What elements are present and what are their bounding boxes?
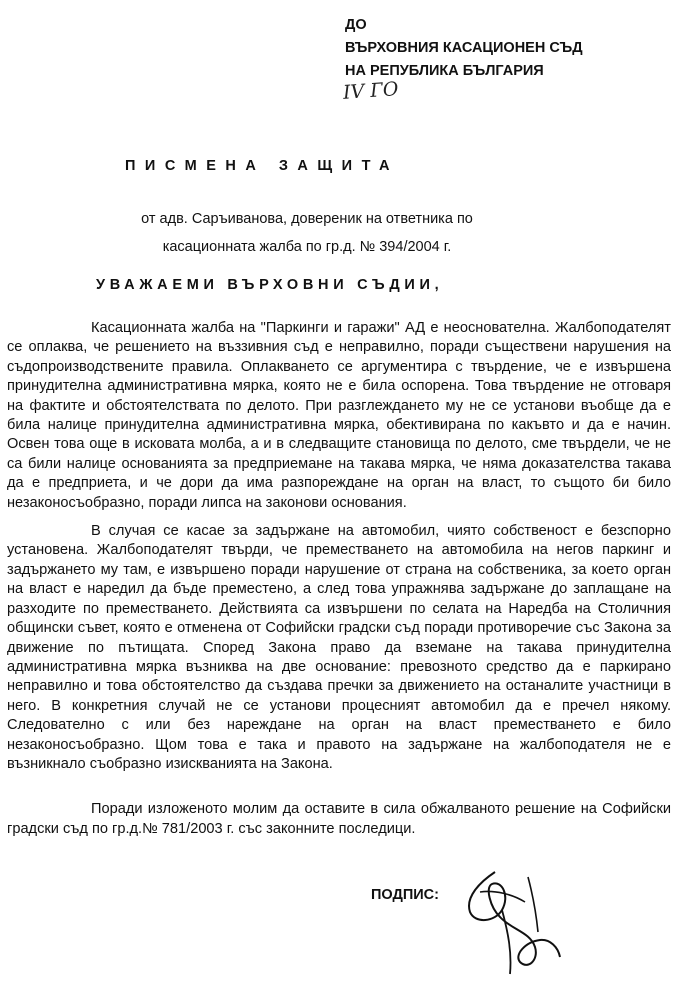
salutation: УВАЖАЕМИ ВЪРХОВНИ СЪДИИ, [96, 277, 444, 293]
paragraph: Касационната жалба на "Паркинги и гаражи" АД е неоснователна. Жалбоподателят се оплаква, че решението на въззивния съд е неправилно, поради съществени нарушения на съдопроизводствените правила. Оплакването се аргументира с твърдение, че е извършена принудителна административна мярка, която не е била оспорена. Това твърдение не отговаря на фактите и обстоятелствата по делото. При разглеждането му не се установи въобще да е била налице принудителна административна мярка, обективирана по какъвто и да е начин. Освен това още в исковата молба, а и в следващите становища по делото, сме твърдели, че не са били налице основанията за предприемане на такава мярка, че няма доказателства такава да е предприета, и че дори да има разпореждане на орган на власт, то същото би било незаконосъобразно, поради липса на законови основания. [7, 320, 671, 511]
paragraph: Поради изложеното молим да оставите в сила обжалваното решение на Софийски градски съд по гр.д.№ 781/2003 г. със законните последици. [7, 801, 671, 837]
handwritten-note: IV ГО [342, 78, 400, 104]
addressee-line: ВЪРХОВНИЯ КАСАЦИОНЕН СЪД [345, 40, 583, 56]
signature-label: ПОДПИС: [371, 887, 439, 903]
from-line: от адв. Саръиванова, довереник на ответника по [141, 211, 473, 227]
handwritten-signature-icon [440, 862, 570, 977]
addressee-line: ДО [345, 17, 367, 33]
addressee-line: НА РЕПУБЛИКА БЪЛГАРИЯ [345, 63, 544, 79]
paragraph: В случая се касае за задържане на автомобил, чиято собственост е безспорно установена. Жалбоподателят твърди, че преместването на автомобила на негов паркинг и задържането му там, е извършено поради нарушение от страна на собственика, за което орган на власт е наредил да бъде преместено, а след това упражнява задържане до заплащане на разходите по преместването. Действията са извършени по селата на Наредба на Столичния общински съвет, която е отменена от Софийски градски съд поради противоречие със Закона за движение по пътищата. Според Закона право да вземане на такава принудителна административна мярка възниква на две основание: превозното средство да е паркирано неправилно и това обстоятелство да създава пречки за движението на останалите участници в него. В конкретния случай не се установи процесният автомобил да е пречел някому. Следователно с или без нареждане на орган на власт преместването е било незаконосъобразно. Щом това е така и правото на задържане на жалбоподателя не е възникнало съобразно изискванията на Закона. [7, 523, 671, 772]
from-block [87, 205, 527, 261]
addressee-block [345, 14, 583, 83]
document-body [7, 319, 671, 848]
from-line: касационната жалба по гр.д. № 394/2004 г. [162, 239, 452, 255]
document-title: ПИСМЕНА ЗАЩИТА [125, 158, 400, 174]
